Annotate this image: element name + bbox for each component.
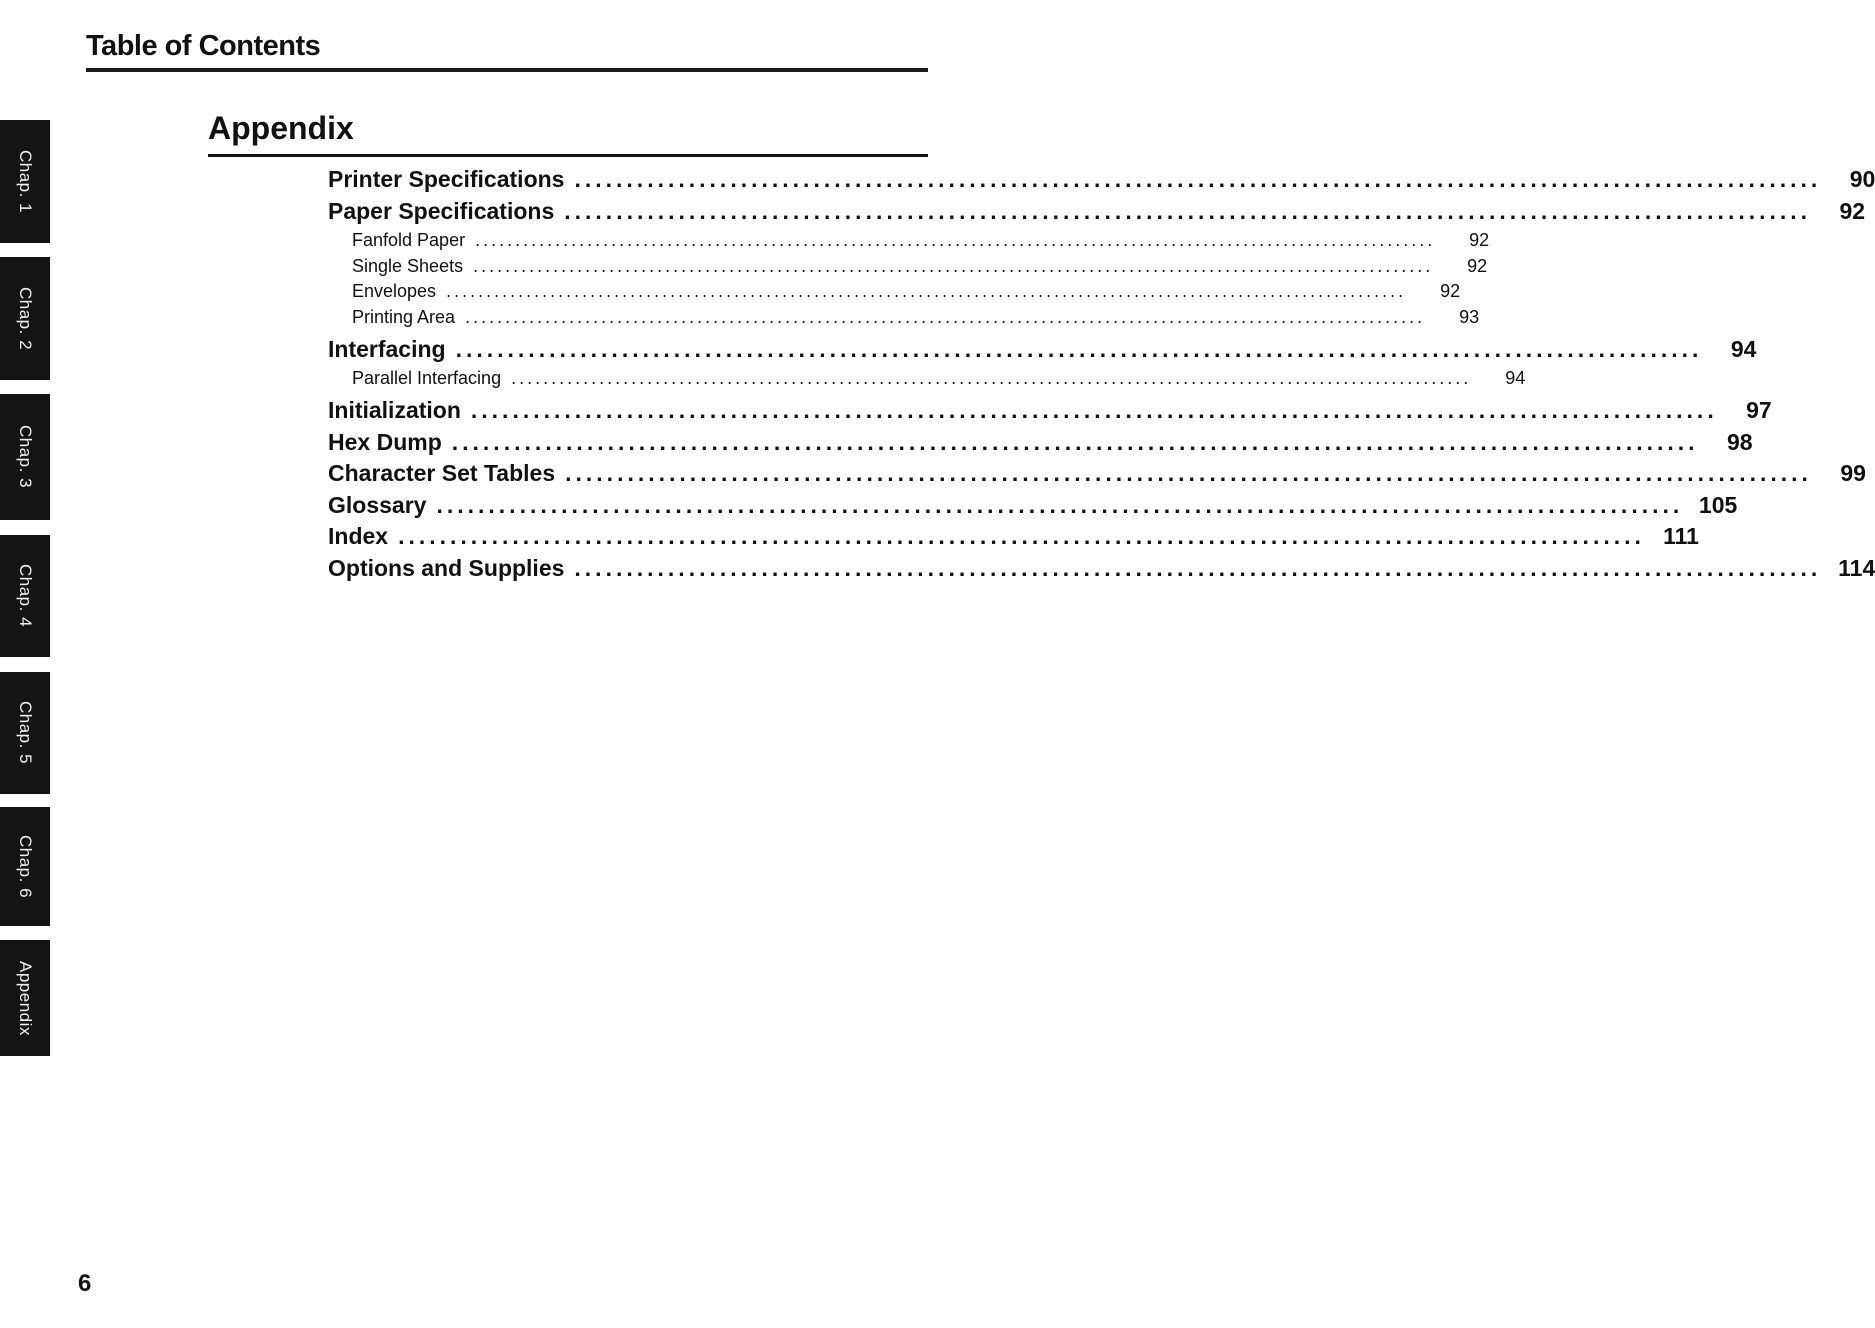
section-title: Appendix	[208, 110, 354, 146]
toc-entry-page: 92	[1469, 230, 1490, 250]
toc-list	[328, 165, 1875, 585]
toc-entry[interactable]	[328, 554, 1875, 586]
tab-chap-3[interactable]	[0, 394, 50, 520]
tab-chap-4[interactable]	[0, 535, 50, 657]
toc-entry[interactable]	[328, 522, 1699, 554]
toc-entry-label: Options and Supplies	[328, 554, 565, 581]
toc-entry-page: 92	[1467, 255, 1488, 276]
toc-entry-label: Character Set Tables	[328, 460, 556, 486]
toc-entry-label: Index	[328, 523, 389, 549]
dot-leader: ........................................................................................................................	[473, 255, 1434, 276]
toc-entry-label: Parallel Interfacing	[352, 368, 502, 388]
toc-entry-label: Envelopes	[352, 281, 437, 301]
toc-entry-label: Glossary	[328, 491, 427, 518]
dot-leader: ........................................................................................................................	[564, 197, 1812, 224]
toc-entry[interactable]	[328, 165, 1875, 197]
toc-entry-page: 97	[1746, 397, 1772, 423]
toc-entry-page: 111	[1663, 523, 1699, 549]
toc-entry-label: Hex Dump	[328, 428, 442, 455]
toc-entry-label: Single Sheets	[352, 255, 464, 276]
toc-entry[interactable]	[328, 459, 1866, 491]
dot-leader: ........................................................................................................................	[465, 306, 1426, 327]
tab-chap-5[interactable]	[0, 672, 50, 794]
toc-entry-page: 94	[1730, 335, 1757, 362]
toc-entry-page: 114	[1838, 554, 1875, 581]
toc-subentry[interactable]	[328, 305, 1480, 335]
tab-label: Chap. 3	[16, 425, 35, 489]
toc-entry-page: 92	[1440, 281, 1461, 301]
section-rule	[208, 154, 928, 157]
tab-chap-1[interactable]	[0, 120, 50, 243]
toc-entry[interactable]	[328, 335, 1757, 367]
dot-leader: ........................................................................................................................	[565, 460, 1812, 486]
toc-entry-page: 98	[1726, 428, 1753, 455]
tab-label: Chap. 2	[16, 286, 35, 351]
dot-leader: ........................................................................................................................	[455, 335, 1703, 362]
tab-label: Chap. 6	[16, 834, 35, 899]
tab-chap-6[interactable]	[0, 807, 50, 926]
toc-subentry[interactable]	[328, 279, 1461, 305]
dot-leader: ........................................................................................................................	[511, 368, 1472, 388]
tab-label: Chap. 5	[16, 701, 35, 765]
tab-label: Chap. 4	[16, 564, 35, 628]
toc-entry[interactable]	[328, 491, 1738, 523]
dot-leader: ........................................................................................................................	[398, 523, 1645, 549]
toc-entry-page: 105	[1698, 491, 1738, 518]
toc-entry-page: 93	[1459, 306, 1480, 327]
dot-leader: ........................................................................................................................	[451, 428, 1699, 455]
dot-leader: ........................................................................................................................	[436, 491, 1684, 518]
tab-chap-2[interactable]	[0, 257, 50, 380]
toc-entry-label: Paper Specifications	[328, 197, 555, 224]
toc-entry[interactable]	[328, 428, 1753, 460]
toc-entry-label: Printing Area	[352, 306, 456, 327]
dot-leader: ........................................................................................................................	[446, 281, 1407, 301]
toc-entry-page: 90	[1849, 166, 1875, 192]
page-number: 6	[78, 1270, 92, 1297]
toc-subentry[interactable]	[328, 254, 1488, 280]
toc-entry-label: Interfacing	[328, 335, 446, 362]
toc-entry[interactable]	[328, 197, 1866, 229]
dot-leader: ........................................................................................................................	[470, 397, 1718, 423]
dot-leader: ........................................................................................................................	[574, 166, 1822, 192]
toc-entry-label: Printer Specifications	[328, 166, 565, 192]
dot-leader: ........................................................................................................................	[574, 554, 1822, 581]
toc-entry-page: 99	[1840, 460, 1866, 486]
page-header-title: Table of Contents	[86, 30, 321, 62]
dot-leader: ........................................................................................................................	[475, 230, 1436, 250]
toc-entry-page: 94	[1505, 368, 1526, 388]
toc-entry[interactable]	[328, 396, 1772, 428]
header-rule	[86, 68, 928, 72]
toc-subentry[interactable]	[328, 228, 1490, 254]
toc-entry-label: Initialization	[328, 397, 461, 423]
tab-appendix[interactable]	[0, 940, 50, 1056]
tab-label: Appendix	[16, 960, 35, 1036]
toc-subentry[interactable]	[328, 366, 1526, 396]
toc-entry-page: 92	[1839, 197, 1866, 224]
tab-label: Chap. 1	[16, 149, 35, 214]
toc-entry-label: Fanfold Paper	[352, 230, 466, 250]
